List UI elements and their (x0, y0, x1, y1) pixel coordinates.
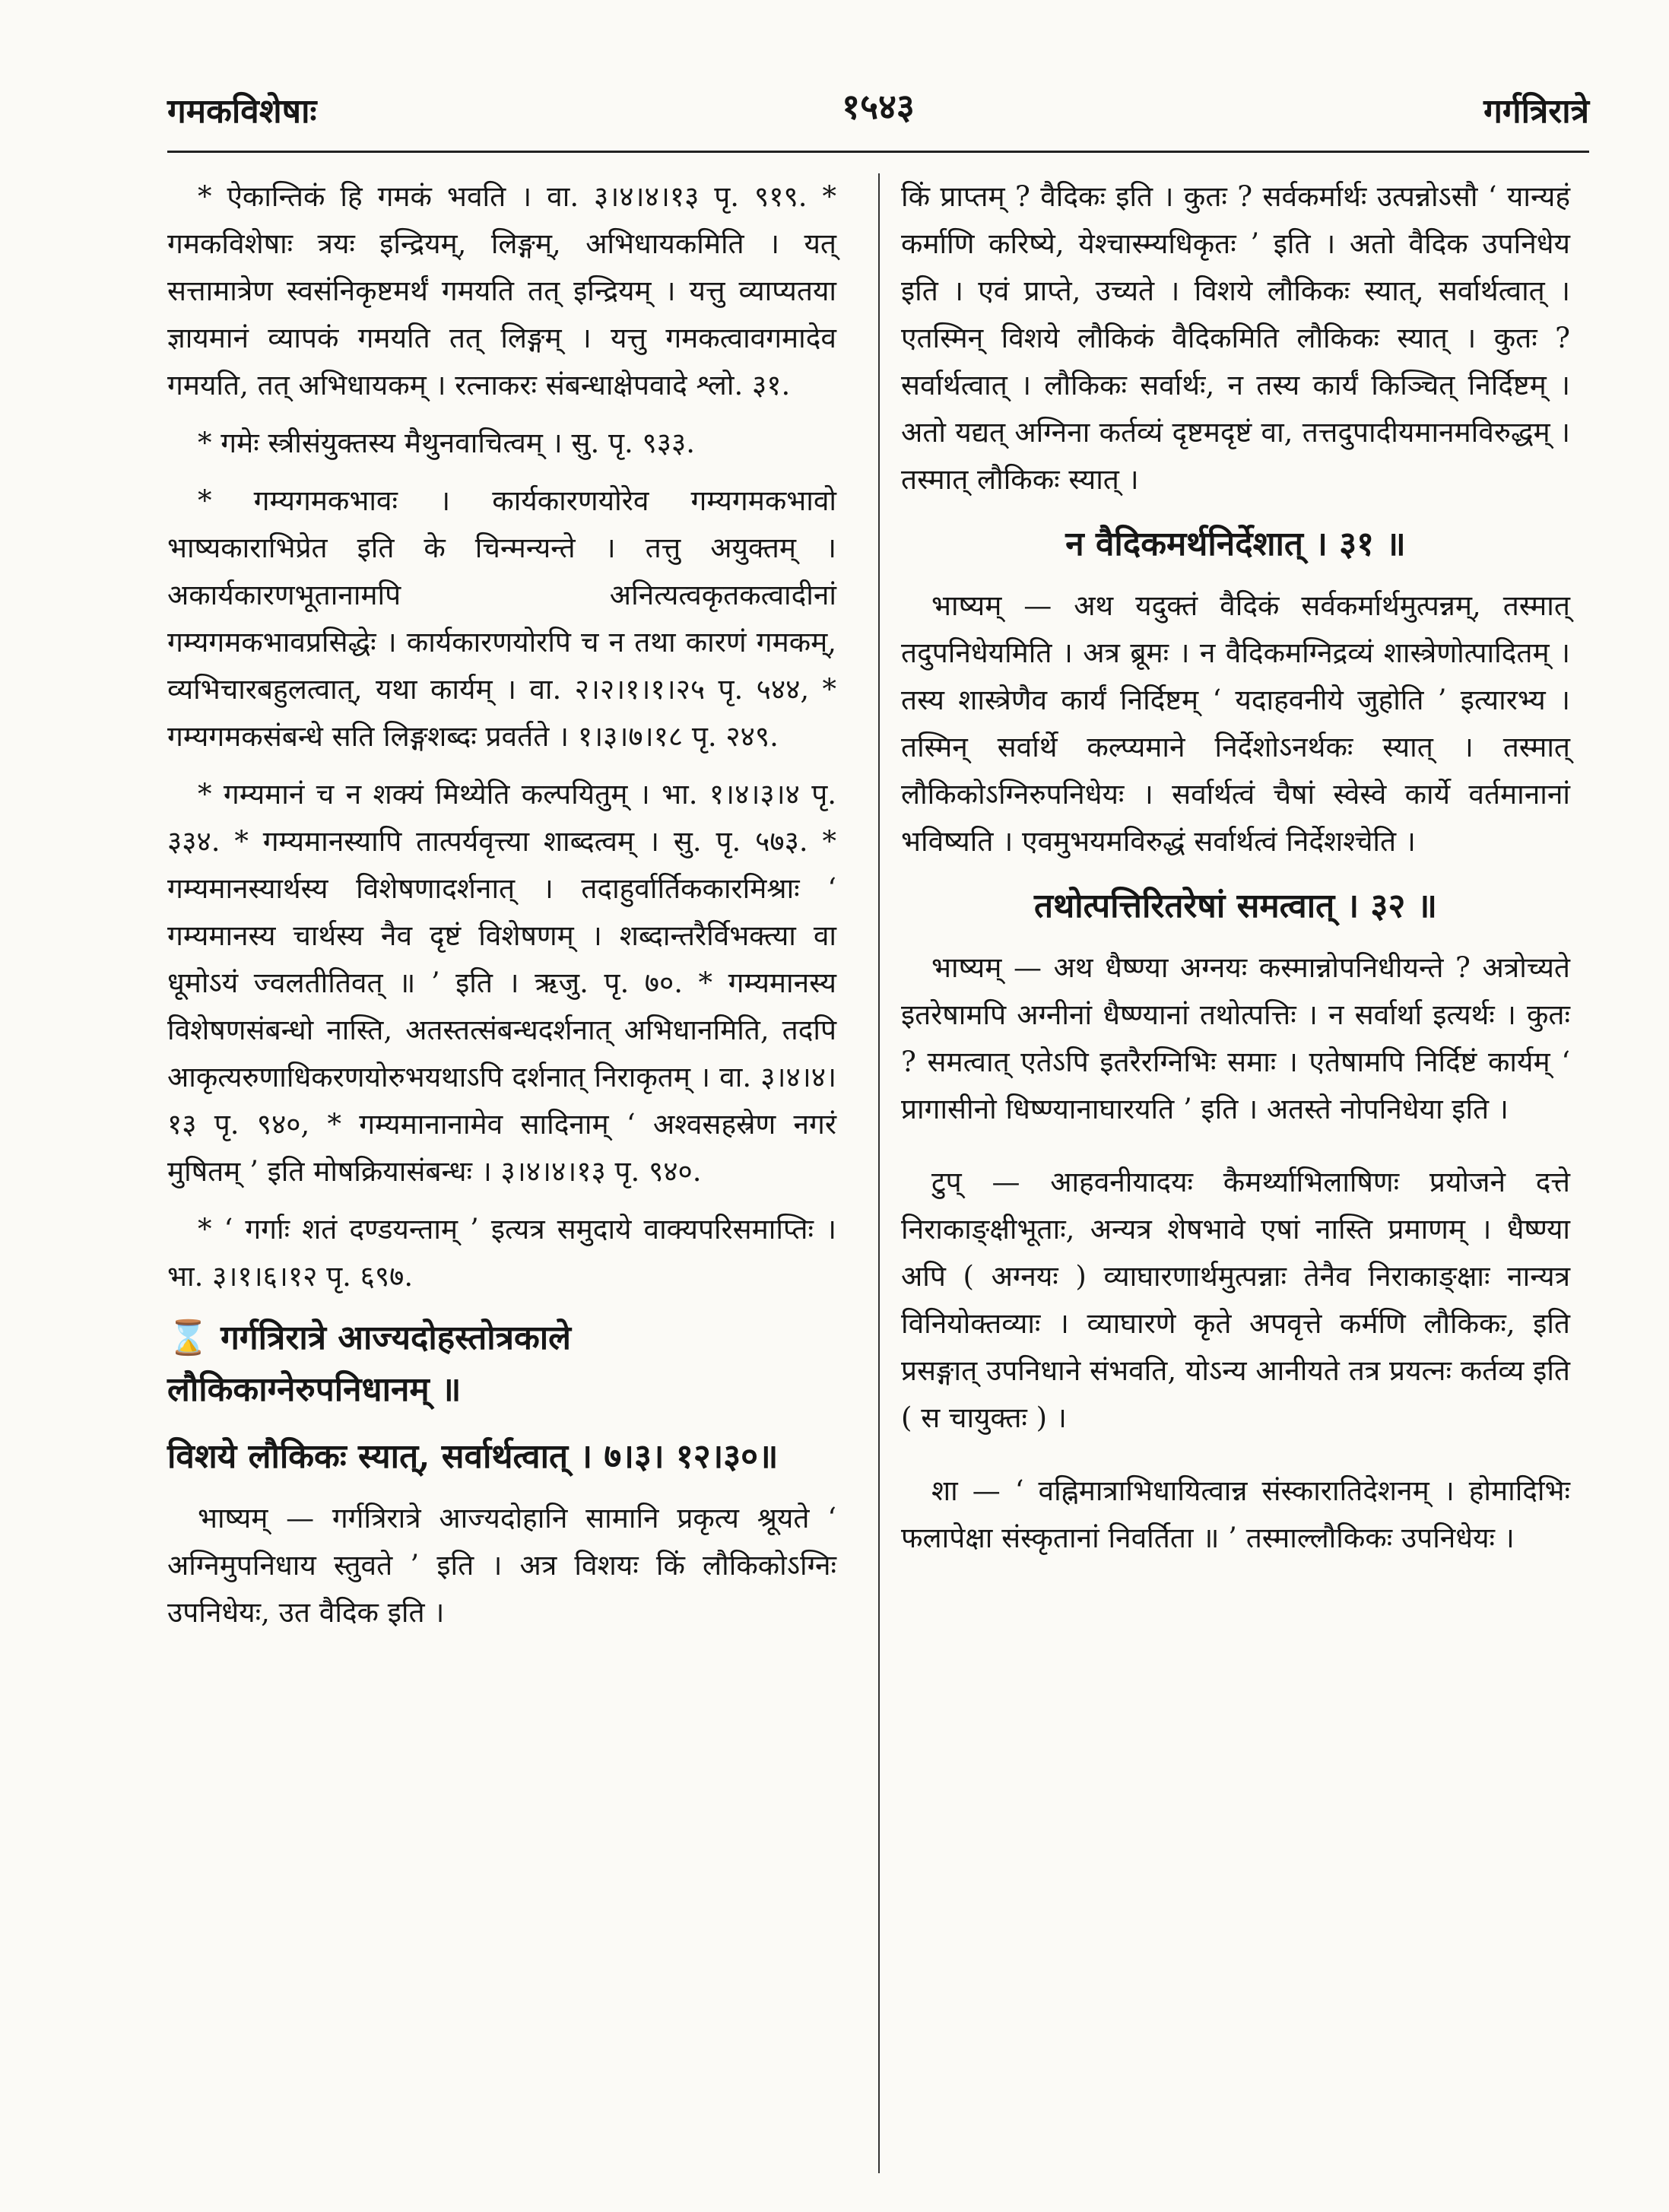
page-header (167, 76, 1589, 137)
left-column (167, 173, 836, 1647)
sutra-30: विशये लौकिकः स्यात्, सर्वार्थत्वात् । ७।३। १२।३०॥ (167, 1437, 779, 1476)
column-divider (878, 173, 880, 2173)
sutra-31: न वैदिकमर्थनिर्देशात् । ३१ ॥ (1065, 525, 1406, 563)
bhashya-31: भाष्यम् — अथ यदुक्तं वैदिकं सर्वकर्मार्थमुत्पन्नम्, तस्मात् तदुपनिधेयमिति । अत्र ब्रूमः । न वैदिकमग्निद्रव्यं शास्त्रेणोत्पादितम् । तस्य शास्त्रेणैव कार्यं निर्दिष्टम् ‘ यदाहवनीये जुहोति ’ इत्यारभ्य । तस्मिन् सर्वार्थे कल्प्यमाने निर्देशोऽनर्थकः स्यात् । तस्मात् लौकिकोऽग्निरुपनिधेयः । सर्वार्थत्वं चैषां स्वेस्वे कार्ये वर्तमानानां भविष्यति । एवमुभयमविरुद्धं सर्वार्थत्वं निर्देशश्चेति । (901, 589, 1570, 858)
running-head-left: गमकविशेषाः (167, 92, 317, 131)
right-column (901, 173, 1570, 1573)
adhikarana-heading: ⌛ गर्गत्रिरात्रे आज्यदोहस्तोत्रकाले लौकिकाग्नेरुपनिधानम् ॥ (167, 1319, 572, 1409)
entry-gamyamanam: * गम्यमानं च न शक्यं मिथ्येति कल्पयितुम् । भा. १।४।३।४ पृ. ३३४. * गम्यमानस्यापि तात्पर्यवृत्त्या शाब्दत्वम् । सु. पृ. ५७३. * गम्यमानस्यार्थस्य विशेषणादर्शनात् । तदाहुर्वार्तिककारमिश्राः ‘ गम्यमानस्य चार्थस्य नैव दृष्टं विशेषणम् । शब्दान्तरैर्विभक्त्या वा धूमोऽयं ज्वलतीतिवत् ॥ ’ इति । ऋजु. पृ. ७०. * गम्यमानस्य विशेषणसंबन्धो नास्ति, अतस्तत्संबन्धदर्शनात् अभिधानमिति, तदपि आकृत्यरुणाधिकरणयोरुभयथाऽपि दर्शनात् निराकृतम् । वा. ३।४।४।१३ पृ. ९४०, * गम्यमानानामेव सादिनाम् ‘ अश्वसहस्रेण नगरं मुषितम् ’ इति मोषक्रियासंबन्धः । ३।४।४।१३ पृ. ९४०. (167, 778, 836, 1188)
entry-gamaka-visheshah: * ऐकान्तिकं हि गमकं भवति । वा. ३।४।४।१३ पृ. ९१९. * गमकविशेषाः त्रयः इन्द्रियम्, लिङ्गम्, अभिधायकमिति । यत् सत्तामात्रेण स्वसंनिकृष्टमर्थं गमयति तत् इन्द्रियम् । यत्तु व्याप्यतया ज्ञायमानं व्यापकं गमयति तत् लिङ्गम् । यत्तु गमकत्वावगमादेव गमयति, तत् अभिधायकम् । रत्नाकरः संबन्धाक्षेपवादे श्लो. ३१. (167, 180, 836, 401)
header-rule (167, 151, 1589, 153)
bhashya-30-start: भाष्यम् — गर्गत्रिरात्रे आज्यदोहानि सामानि प्रकृत्य श्रूयते ‘ अग्निमुपनिधाय स्तुवते ’ इति । अत्र विशयः किं लौकिकोऽग्निः उपनिधेयः, उत वैदिक इति । (167, 1502, 836, 1629)
sutra-32: तथोत्पत्तिरितरेषां समत्वात् । ३२ ॥ (1034, 887, 1437, 925)
entry-gargah: * ‘ गर्गाः शतं दण्डयन्ताम् ’ इत्यत्र समुदाये वाक्यपरिसमाप्तिः । भा. ३।१।६।१२ पृ. ६९७. (167, 1213, 836, 1293)
page-number: १५४३ (842, 86, 915, 127)
tuptika-comment: टुप् — आहवनीयादयः कैमर्थ्याभिलाषिणः प्रयोजने दत्ते निराकाङ्क्षीभूताः, अन्यत्र शेषभावे एषां नास्ति प्रमाणम् । धैष्ण्या अपि ( अग्नयः ) व्याघारणार्थमुत्पन्नाः तेनैव निराकाङ्क्षाः नान्यत्र विनियोक्तव्याः । व्याघारणे कृते अपवृत्ते कर्मणि लौकिकः, इति प्रसङ्गात् उपनिधाने संभवति, योऽन्य आनीयते तत्र प्रयत्नः कर्तव्य इति ( स चायुक्तः ) । (901, 1166, 1570, 1434)
bhashya-30-continued: किं प्राप्तम् ? वैदिकः इति । कुतः ? सर्वकर्मार्थः उत्पन्नोऽसौ ‘ यान्यहं कर्माणि करिष्ये, येश्चास्म्यधिकृतः ’ इति । अतो वैदिक उपनिधेय इति । एवं प्राप्ते, उच्यते । विशये लौकिकः स्यात्, सर्वार्थत्वात् । एतस्मिन् विशये लौकिकं वैदिकमिति लौकिकः स्यात् । कुतः ? सर्वार्थत्वात् । लौकिकः सर्वार्थः, न तस्य कार्यं किञ्चित् निर्दिष्टम् । अतो यद्यत् अग्निना कर्तव्यं दृष्टमदृष्टं वा, तत्तदुपादीयमानमविरुद्धम् । तस्मात् लौकिकः स्यात् । (901, 180, 1570, 496)
entry-gamya-gamaka-bhavah: * गम्यगमकभावः । कार्यकारणयोरेव गम्यगमकभावो भाष्यकाराभिप्रेत इति के चिन्मन्यन्ते । तत्तु अयुक्तम् । अकार्यकारणभूतानामपि अनित्यत्वकृतकत्वादीनां गम्यगमकभावप्रसिद्धेः । कार्यकारणयोरपि च न तथा कारणं गमकम्, व्यभिचारबहुलत्वात्, यथा कार्यम् । वा. २।२।१।१।२५ पृ. ५४४, * गम्यगमकसंबन्धे सति लिङ्गशब्दः प्रवर्तते । १।३।७।१८ पृ. २४९. (167, 484, 836, 753)
entry-gameh: * गमेः स्त्रीसंयुक्तस्य मैथुनवाचित्वम् । सु. पृ. ९३३. (198, 427, 696, 459)
bhashya-32: भाष्यम् — अथ धैष्ण्या अग्नयः कस्मान्नोपनिधीयन्ते ? अत्रोच्यते इतरेषामपि अग्नीनां धैष्ण्यानां तथोत्पत्तिः । न सर्वार्था इत्यर्थः । कुतः ? समत्वात् एतेऽपि इतरैरग्निभिः समाः । एतेषामपि निर्दिष्टं कार्यम् ‘ प्रागासीनो धिष्ण्यानाघारयति ’ इति । अतस्ते नोपनिधेया इति । (901, 951, 1570, 1125)
shastradipika-comment: शा — ‘ वह्निमात्राभिधायित्वान्न संस्कारातिदेशनम् । होमादिभिः फलापेक्षा संस्कृतानां निवर्तिता ॥ ’ तस्माल्लौकिकः उपनिधेयः । (901, 1474, 1570, 1554)
running-head-right: गर्गत्रिरात्रे (1483, 92, 1589, 131)
